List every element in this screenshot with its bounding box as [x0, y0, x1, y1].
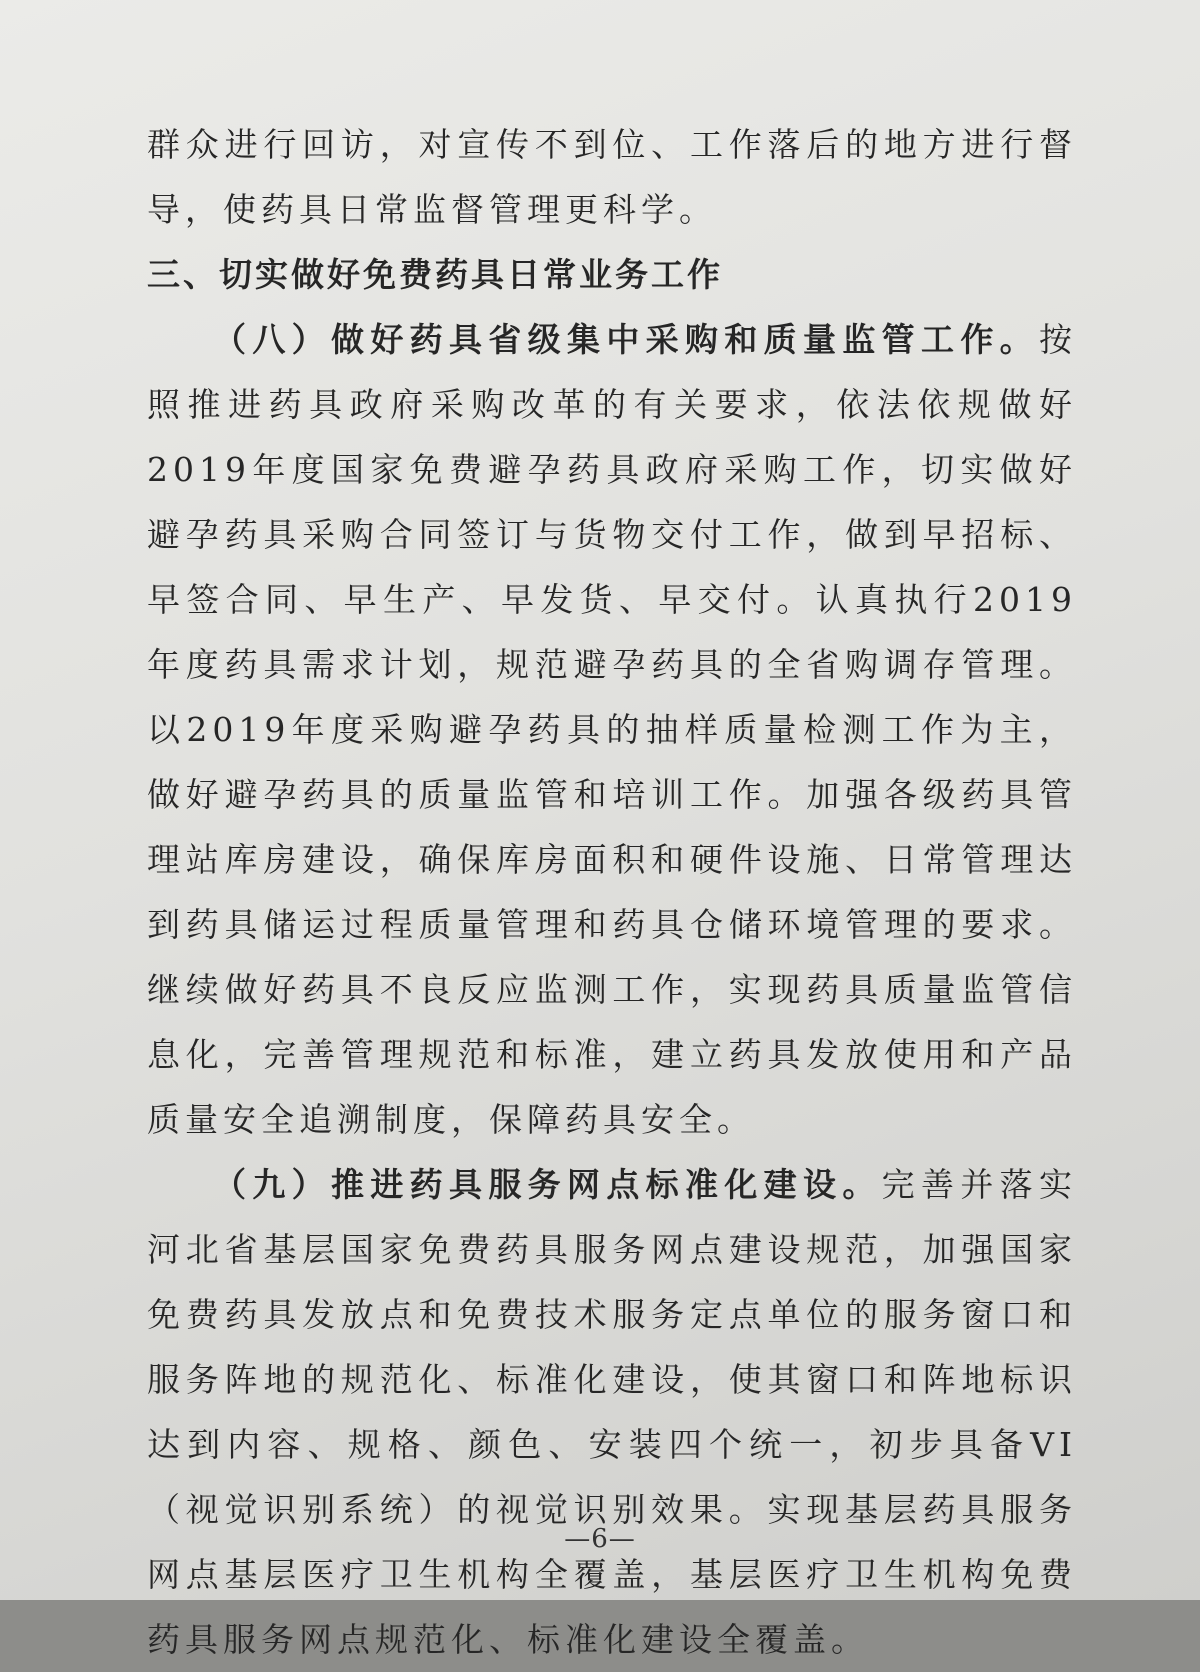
paragraph-eight-body: 按照推进药具政府采购改革的有关要求，依法依规做好2019年度国家免费避孕药具政府采购工作，切实做好避孕药具采购合同签订与货物交付工作，做到早招标、早签合同、早生产、早发货、早交付。认真执行2019年度药具需求计划，规范避孕药具的全省购调存管理。以2019年度采购避孕药具的抽样质量检测工作为主，做好避孕药具的质量监管和培训工作。加强各级药具管理站库房建设，确保库房面积和硬件设施、日常管理达到药具储运过程质量管理和药具仓储环境管理的要求。继续做好药具不良反应监测工作，实现药具质量监管信息化，完善管理规范和标准，建立药具发放使用和产品质量安全追溯制度，保障药具安全。 [147, 320, 1077, 1139]
paragraph-nine-title: （九）推进药具服务网点标准化建设。 [213, 1165, 882, 1204]
section-heading: 三、切实做好免费药具日常业务工作 [147, 255, 723, 294]
paragraph-eight-title: （八）做好药具省级集中采购和质量监管工作。 [213, 320, 1039, 359]
page-number: —6— [564, 1524, 636, 1554]
paragraph-nine [147, 1152, 1077, 1672]
paragraph-nine-body: 完善并落实河北省基层国家免费药具服务网点建设规范，加强国家免费药具发放点和免费技术服务定点单位的服务窗口和服务阵地的规范化、标准化建设，使其窗口和阵地标识达到内容、规格、颜色、安装四个统一，初步具备VI（视觉识别系统）的视觉识别效果。实现基层药具服务网点基层医疗卫生机构全覆盖，基层医疗卫生机构免费药具服务网点规范化、标准化建设全覆盖。 [147, 1165, 1078, 1659]
continuation-paragraph: 群众进行回访，对宣传不到位、工作落后的地方进行督导，使药具日常监督管理更科学。 [147, 125, 1077, 229]
document-body [147, 112, 1077, 1672]
paragraph-eight [147, 307, 1077, 1152]
